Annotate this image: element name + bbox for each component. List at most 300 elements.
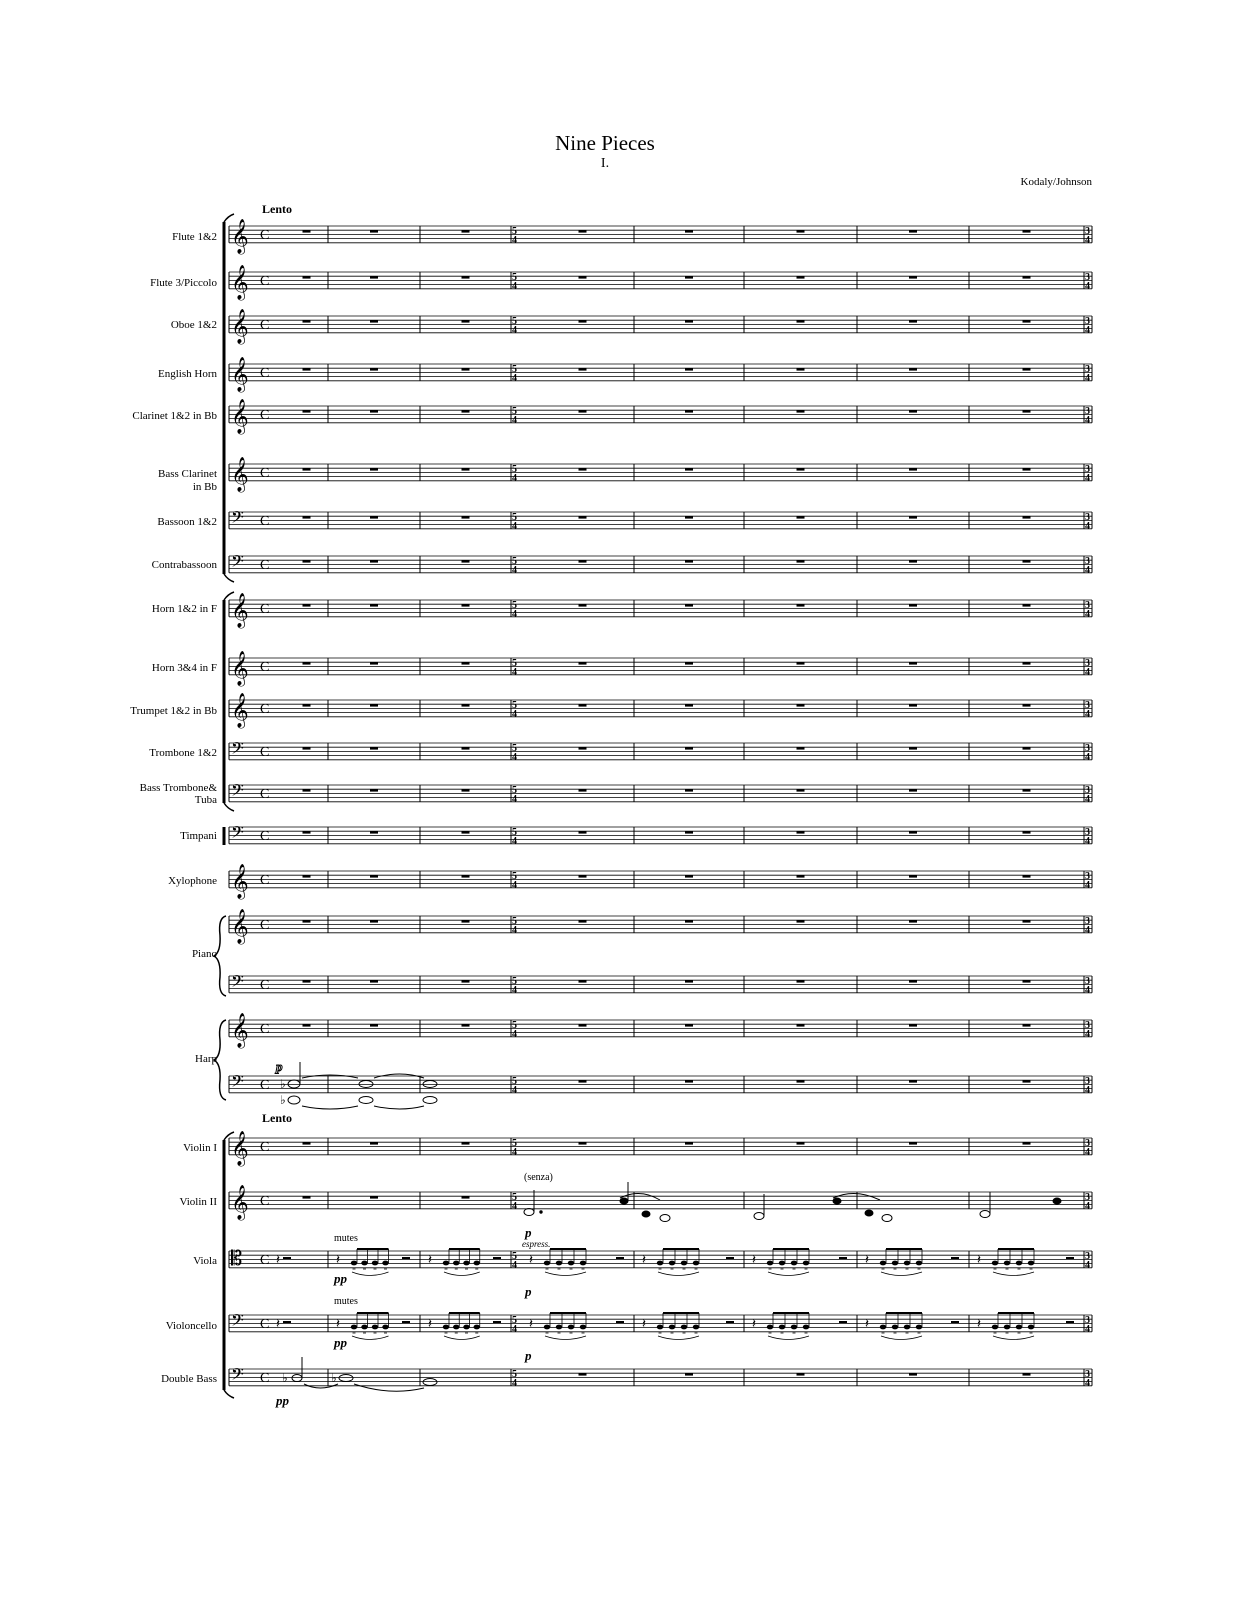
eighth-note-cello-m2-1 (453, 1325, 459, 1330)
eighth-note-viola-m5-1 (779, 1261, 785, 1266)
whole-rest-contrabassoon-4 (685, 560, 693, 562)
whole-rest-horn-1-2-6 (909, 604, 917, 606)
eighth-note-cello-m7-1 (1004, 1325, 1010, 1330)
label-violoncello: Violoncello (165, 1320, 217, 1332)
time-sig-common-harp-lh: C (260, 1078, 270, 1093)
quarter-rest-cello-m7: 𝄽 (977, 1316, 981, 1331)
whole-rest-piano-rh-7 (1023, 920, 1031, 922)
clef-harp-rh: 𝄞 (231, 1013, 249, 1048)
whole-rest-bass-trombone-tuba-1 (370, 789, 378, 791)
time-signatures (260, 226, 1090, 1389)
time-sig-common-viola: C (260, 1253, 270, 1268)
whole-rest-bassoon-5 (797, 516, 805, 518)
half-rest-viola-m3 (616, 1257, 624, 1259)
eighth-note-viola-m3-3 (580, 1261, 586, 1266)
clef-trombone: 𝄢 (231, 738, 244, 762)
whole-rest-harp-lh-5 (797, 1080, 805, 1082)
whole-rest-oboe-4 (685, 320, 693, 322)
whole-rest-horn-3-4-0 (303, 662, 311, 664)
whole-rest-clarinet-4 (685, 410, 693, 412)
label-clarinet: Clarinet 1&2 in Bb (132, 410, 217, 422)
vln2-note-5 (754, 1213, 764, 1220)
eighth-note-viola-m4-0 (657, 1261, 663, 1266)
harp-note-2 (288, 1096, 300, 1104)
eighth-note-cello-m2-3 (474, 1325, 480, 1330)
whole-rest-violin-1-4 (685, 1142, 693, 1144)
label-flute-3-piccolo: Flute 3/Piccolo (150, 277, 217, 289)
clef-english-horn: 𝄞 (231, 357, 249, 392)
time-sig-3-top-flute-3: 3 (1085, 272, 1090, 283)
slur-viola-m3 (545, 1272, 586, 1276)
eighth-note-cello-m5-3 (803, 1325, 809, 1330)
whole-rest-timpani-7 (1023, 831, 1031, 833)
time-sig-5-bottom-english-horn: 4 (512, 373, 517, 384)
time-sig-common-violin-1: C (260, 1140, 270, 1155)
time-sig-3-top-viola: 3 (1085, 1251, 1090, 1262)
time-sig-5-top-violin-1: 5 (512, 1138, 517, 1149)
time-sig-3-top-xylophone: 3 (1085, 871, 1090, 882)
time-sig-3-top-horn-3-4: 3 (1085, 658, 1090, 669)
time-sig-5-bottom-harp-rh: 4 (512, 1029, 517, 1040)
whole-rest-harp-rh-7 (1023, 1024, 1031, 1026)
label-bass-trombone: Bass Trombone& (139, 782, 217, 794)
half-rest-cello-m1 (402, 1321, 410, 1323)
time-sig-5-bottom-viola: 4 (512, 1260, 517, 1271)
label-horn-3-4: Horn 3&4 in F (151, 662, 217, 674)
eighth-note-cello-m4-0 (657, 1325, 663, 1330)
whole-rest-contrabassoon-1 (370, 560, 378, 562)
time-sig-5-bottom-timpani: 4 (512, 836, 517, 847)
whole-rest-oboe-5 (797, 320, 805, 322)
clef-contrabassoon: 𝄢 (231, 551, 244, 575)
clef-flute-3: 𝄞 (231, 265, 249, 300)
eighth-note-cello-m3-1 (556, 1325, 562, 1330)
time-sig-5-bottom-contrabassoon: 4 (512, 565, 517, 576)
svg-text:♭: ♭ (282, 1371, 288, 1385)
time-sig-3-bottom-cello: 4 (1085, 1324, 1090, 1335)
whole-rest-xylophone-1 (370, 875, 378, 877)
eighth-note-cello-m6-2 (904, 1325, 910, 1330)
label-horn-1-2: Horn 1&2 in F (151, 603, 217, 615)
half-rest-cello-m7 (1066, 1321, 1074, 1323)
time-sig-3-top-contrabassoon: 3 (1085, 556, 1090, 567)
time-sig-common-piano-rh: C (260, 918, 270, 933)
whole-rest-horn-1-2-7 (1023, 604, 1031, 606)
whole-rest-flute-3-4 (685, 276, 693, 278)
whole-rest-english-horn-4 (685, 368, 693, 370)
viola-dynamic-pp: pp (334, 1271, 347, 1286)
eighth-note-viola-m7-2 (1016, 1261, 1022, 1266)
eighth-note-cello-m5-1 (779, 1325, 785, 1330)
whole-rest-violin-1-1 (370, 1142, 378, 1144)
whole-rest-flute-3-5 (797, 276, 805, 278)
whole-rest-flute-1-2-7 (1023, 230, 1031, 232)
quarter-rest-cello-m6: 𝄽 (865, 1316, 869, 1331)
whole-rest-horn-3-4-2 (462, 662, 470, 664)
time-sig-5-bottom-horn-3-4: 4 (512, 667, 517, 678)
whole-rest-clarinet-6 (909, 410, 917, 412)
time-sig-common-horn-3-4: C (260, 660, 270, 675)
whole-rest-piano-lh-0 (303, 980, 311, 982)
whole-rest-contrabassoon-0 (303, 560, 311, 562)
time-sig-3-bottom-piano-rh: 4 (1085, 925, 1090, 936)
whole-rest-trombone-0 (303, 747, 311, 749)
harp-dynamic-p: p (276, 1059, 283, 1074)
time-sig-5-bottom-violin-1: 4 (512, 1147, 517, 1158)
quarter-rest-cello-m1: 𝄽 (336, 1316, 340, 1331)
time-sig-common-timpani: C (260, 829, 270, 844)
vln2-note-8 (882, 1215, 892, 1222)
whole-rest-bass-trombone-tuba-4 (685, 789, 693, 791)
eighth-note-viola-m4-3 (693, 1261, 699, 1266)
instrument-labels (130, 231, 217, 1385)
eighth-note-cello-m6-0 (880, 1325, 886, 1330)
whole-rest-piano-lh-6 (909, 980, 917, 982)
whole-rest-trombone-3 (579, 747, 587, 749)
label-bass-clarinet-key: in Bb (192, 481, 217, 493)
time-sig-common-bass-trombone-tuba: C (260, 787, 270, 802)
whole-rest-piano-rh-5 (797, 920, 805, 922)
whole-rest-flute-1-2-6 (909, 230, 917, 232)
time-sig-common-contrabassoon: C (260, 558, 270, 573)
label-xylophone: Xylophone (168, 875, 217, 887)
whole-rest-bass-trombone-tuba-5 (797, 789, 805, 791)
half-rest-viola-m6 (951, 1257, 959, 1259)
whole-rest-harp-lh-4 (685, 1080, 693, 1082)
eighth-note-viola-m4-2 (681, 1261, 687, 1266)
quarter-rest-viola-m4: 𝄽 (642, 1252, 646, 1267)
whole-rest-trumpet-2 (462, 704, 470, 706)
time-sig-3-top-bass-trombone-tuba: 3 (1085, 785, 1090, 796)
time-sig-5-top-bassoon: 5 (512, 512, 517, 523)
eighth-note-viola-m7-1 (1004, 1261, 1010, 1266)
eighth-note-viola-m5-2 (791, 1261, 797, 1266)
time-sig-5-bottom-bass-trombone-tuba: 4 (512, 794, 517, 805)
clef-trumpet: 𝄞 (231, 693, 249, 728)
whole-rest-flute-1-2-2 (462, 230, 470, 232)
quarter-rest-viola-m6: 𝄽 (865, 1252, 869, 1267)
whole-rest-english-horn-5 (797, 368, 805, 370)
eighth-note-cello-m4-1 (669, 1325, 675, 1330)
whole-rest-contrabassoon-3 (579, 560, 587, 562)
whole-rest-trombone-6 (909, 747, 917, 749)
eighth-note-cello-m4-2 (681, 1325, 687, 1330)
harp-tie-3 (302, 1106, 358, 1109)
whole-rest-piano-lh-7 (1023, 980, 1031, 982)
time-sig-5-top-english-horn: 5 (512, 364, 517, 375)
eighth-note-cello-m1-2 (372, 1325, 378, 1330)
whole-rest-english-horn-1 (370, 368, 378, 370)
time-sig-5-top-trombone: 5 (512, 743, 517, 754)
quarter-rest-cello-m5: 𝄽 (752, 1316, 756, 1331)
whole-rest-violin-2-0 (303, 1196, 311, 1198)
clef-double-bass: 𝄢 (231, 1364, 244, 1388)
whole-rest-harp-lh-6 (909, 1080, 917, 1082)
whole-rest-piano-rh-0 (303, 920, 311, 922)
time-sig-5-top-horn-3-4: 5 (512, 658, 517, 669)
time-sig-5-top-oboe: 5 (512, 316, 517, 327)
time-sig-5-bottom-oboe: 4 (512, 325, 517, 336)
whole-rest-oboe-6 (909, 320, 917, 322)
time-sig-3-bottom-trumpet: 4 (1085, 709, 1090, 720)
whole-rest-flute-1-2-1 (370, 230, 378, 232)
whole-rest-timpani-2 (462, 831, 470, 833)
whole-rest-trumpet-7 (1023, 704, 1031, 706)
string-bracket-bottom (224, 1390, 234, 1398)
slur-cello-m5 (768, 1336, 809, 1340)
label-timpani: Timpani (180, 830, 217, 842)
clef-timpani: 𝄢 (231, 822, 244, 846)
whole-rest-double-bass-3 (579, 1373, 587, 1375)
time-sig-3-bottom-horn-1-2: 4 (1085, 609, 1090, 620)
whole-rest-harp-rh-4 (685, 1024, 693, 1026)
time-sig-5-bottom-bassoon: 4 (512, 521, 517, 532)
clefs (231, 219, 249, 1388)
eighth-note-viola-m7-3 (1028, 1261, 1034, 1266)
time-sig-3-top-oboe: 3 (1085, 316, 1090, 327)
whole-rest-bassoon-3 (579, 516, 587, 518)
whole-rest-horn-3-4-5 (797, 662, 805, 664)
rest-viola-m0 (283, 1257, 291, 1259)
whole-rest-xylophone-7 (1023, 875, 1031, 877)
time-sig-3-bottom-timpani: 4 (1085, 836, 1090, 847)
clef-bassoon: 𝄢 (231, 507, 244, 531)
eighth-note-viola-m1-3 (382, 1261, 388, 1266)
eighth-note-viola-m7-0 (992, 1261, 998, 1266)
whole-rest-horn-3-4-4 (685, 662, 693, 664)
time-sig-common-flute-1-2: C (260, 228, 270, 243)
whole-rest-horn-3-4-6 (909, 662, 917, 664)
whole-rest-violin-2-1 (370, 1196, 378, 1198)
vln2-note-2 (620, 1198, 628, 1204)
whole-rest-harp-rh-5 (797, 1024, 805, 1026)
half-rest-cello-m3 (616, 1321, 624, 1323)
clef-xylophone: 𝄞 (231, 864, 249, 899)
quarter-rest-cello-m4: 𝄽 (642, 1316, 646, 1331)
clef-piano-rh: 𝄞 (231, 909, 249, 944)
slur-cello-m1 (352, 1336, 389, 1340)
whole-rest-contrabassoon-6 (909, 560, 917, 562)
time-sig-3-bottom-xylophone: 4 (1085, 880, 1090, 891)
quarter-rest-viola-m5: 𝄽 (752, 1252, 756, 1267)
slur-cello-m6 (881, 1336, 922, 1340)
slur-viola-m7 (993, 1272, 1034, 1276)
whole-rest-bassoon-6 (909, 516, 917, 518)
whole-rest-harp-rh-1 (370, 1024, 378, 1026)
db-dynamic-pp: pp (276, 1393, 289, 1408)
time-sig-5-bottom-flute-3: 4 (512, 281, 517, 292)
whole-rest-bassoon-7 (1023, 516, 1031, 518)
eighth-note-cello-m7-2 (1016, 1325, 1022, 1330)
whole-rest-violin-1-6 (909, 1142, 917, 1144)
time-sig-5-top-horn-1-2: 5 (512, 600, 517, 611)
eighth-note-viola-m6-3 (916, 1261, 922, 1266)
time-sig-3-bottom-piano-lh: 4 (1085, 985, 1090, 996)
half-rest-viola-m7 (1066, 1257, 1074, 1259)
time-sig-5-top-clarinet: 5 (512, 406, 517, 417)
whole-rest-bass-clarinet-7 (1023, 468, 1031, 470)
label-harp: Harp (195, 1053, 217, 1065)
time-sig-5-top-viola: 5 (512, 1251, 517, 1262)
clef-horn-3-4: 𝄞 (231, 651, 249, 686)
eighth-note-viola-m1-1 (361, 1261, 367, 1266)
eighth-note-viola-m3-2 (568, 1261, 574, 1266)
harp-flat-1: ♭ (280, 1077, 286, 1091)
whole-rest-xylophone-4 (685, 875, 693, 877)
time-sig-3-top-clarinet: 3 (1085, 406, 1090, 417)
vln2-note-1 (524, 1209, 534, 1216)
time-sig-common-violin-2: C (260, 1194, 270, 1209)
harp-note-6 (423, 1097, 437, 1104)
whole-rest-piano-rh-2 (462, 920, 470, 922)
time-sig-3-top-piano-lh: 3 (1085, 976, 1090, 987)
time-sig-5-bottom-horn-1-2: 4 (512, 609, 517, 620)
whole-rest-trumpet-6 (909, 704, 917, 706)
db-note-2 (339, 1375, 353, 1382)
rest-cello-m0 (283, 1321, 291, 1323)
time-sig-3-bottom-trombone: 4 (1085, 752, 1090, 763)
quarter-rest-viola-m7: 𝄽 (977, 1252, 981, 1267)
eighth-note-cello-m4-3 (693, 1325, 699, 1330)
label-piano: Piano (191, 948, 217, 960)
whole-rest-trumpet-0 (303, 704, 311, 706)
staff-lines (229, 226, 1092, 1386)
woodwind-bracket-bottom (224, 574, 234, 582)
whole-rest-piano-lh-4 (685, 980, 693, 982)
whole-rest-harp-lh-3 (579, 1080, 587, 1082)
movement-number: I. (600, 156, 610, 171)
quarter-rest-viola-m1: 𝄽 (336, 1252, 340, 1267)
time-sig-3-bottom-bass-clarinet: 4 (1085, 473, 1090, 484)
whole-rest-trombone-4 (685, 747, 693, 749)
whole-rest-violin-1-3 (579, 1142, 587, 1144)
half-rest-viola-m5 (839, 1257, 847, 1259)
vln2-note-10 (1053, 1198, 1061, 1204)
time-sig-5-top-cello: 5 (512, 1315, 517, 1326)
eighth-note-cello-m6-1 (892, 1325, 898, 1330)
whole-rest-double-bass-5 (797, 1373, 805, 1375)
whole-rest-bass-clarinet-2 (462, 468, 470, 470)
whole-rest-clarinet-7 (1023, 410, 1031, 412)
whole-rest-bassoon-1 (370, 516, 378, 518)
whole-rest-bass-clarinet-4 (685, 468, 693, 470)
eighth-note-cello-m3-2 (568, 1325, 574, 1330)
whole-rest-double-bass-7 (1023, 1373, 1031, 1375)
whole-rest-violin-1-5 (797, 1142, 805, 1144)
whole-rest-piano-lh-3 (579, 980, 587, 982)
time-sig-3-bottom-contrabassoon: 4 (1085, 565, 1090, 576)
label-double-bass: Double Bass (161, 1373, 217, 1385)
whole-rest-timpani-6 (909, 831, 917, 833)
whole-rest-piano-lh-5 (797, 980, 805, 982)
whole-rest-bass-clarinet-6 (909, 468, 917, 470)
time-sig-5-bottom-double-bass: 4 (512, 1378, 517, 1389)
time-sig-common-trumpet: C (260, 702, 270, 717)
slur-viola-m4 (658, 1272, 699, 1276)
whole-rest-flute-1-2-5 (797, 230, 805, 232)
whole-rest-clarinet-3 (579, 410, 587, 412)
whole-rest-piano-lh-2 (462, 980, 470, 982)
string-pulse-figures (276, 1249, 1074, 1340)
eighth-note-viola-m2-3 (474, 1261, 480, 1266)
quarter-rest-viola-m2: 𝄽 (428, 1252, 432, 1267)
barlines (229, 226, 1092, 1386)
whole-rest-flute-3-3 (579, 276, 587, 278)
eighth-note-viola-m6-2 (904, 1261, 910, 1266)
whole-rest-harp-rh-2 (462, 1024, 470, 1026)
time-sig-3-bottom-violin-2: 4 (1085, 1201, 1090, 1212)
time-sig-3-bottom-oboe: 4 (1085, 325, 1090, 336)
time-sig-5-bottom-cello: 4 (512, 1324, 517, 1335)
time-sig-common-english-horn: C (260, 366, 270, 381)
time-sig-common-trombone: C (260, 745, 270, 760)
clef-clarinet: 𝄞 (231, 399, 249, 434)
half-rest-cello-m5 (839, 1321, 847, 1323)
clef-horn-1-2: 𝄞 (231, 593, 249, 628)
label-viola: Viola (193, 1255, 217, 1267)
whole-rest-piano-rh-6 (909, 920, 917, 922)
whole-rest-bassoon-0 (303, 516, 311, 518)
time-sig-3-bottom-clarinet: 4 (1085, 415, 1090, 426)
whole-rest-bass-trombone-tuba-3 (579, 789, 587, 791)
time-sig-5-top-double-bass: 5 (512, 1369, 517, 1380)
time-sig-3-bottom-viola: 4 (1085, 1260, 1090, 1271)
time-sig-3-bottom-bass-trombone-tuba: 4 (1085, 794, 1090, 805)
time-sig-3-top-bass-clarinet: 3 (1085, 464, 1090, 475)
time-sig-5-bottom-clarinet: 4 (512, 415, 517, 426)
time-sig-5-bottom-flute-1-2: 4 (512, 235, 517, 246)
whole-rest-flute-1-2-0 (303, 230, 311, 232)
eighth-note-viola-m3-0 (544, 1261, 550, 1266)
clef-piano-lh: 𝄢 (231, 971, 244, 995)
vln2-note-6 (833, 1198, 841, 1204)
time-sig-5-bottom-xylophone: 4 (512, 880, 517, 891)
time-sig-5-top-piano-lh: 5 (512, 976, 517, 987)
whole-rest-bass-trombone-tuba-2 (462, 789, 470, 791)
label-violin-2: Violin II (179, 1196, 217, 1208)
clef-oboe: 𝄞 (231, 309, 249, 344)
whole-rest-trombone-7 (1023, 747, 1031, 749)
time-sig-3-top-double-bass: 3 (1085, 1369, 1090, 1380)
whole-rest-timpani-1 (370, 831, 378, 833)
whole-rest-trumpet-3 (579, 704, 587, 706)
label-flute-1-2: Flute 1&2 (172, 231, 217, 243)
time-sig-common-oboe: C (260, 318, 270, 333)
whole-rest-horn-3-4-3 (579, 662, 587, 664)
whole-rest-violin-2-2 (462, 1196, 470, 1198)
time-sig-5-top-harp-rh: 5 (512, 1020, 517, 1031)
time-sig-common-flute-3: C (260, 274, 270, 289)
quarter-rest-cello-m2: 𝄽 (428, 1316, 432, 1331)
time-sig-common-horn-1-2: C (260, 602, 270, 617)
time-sig-5-top-flute-3: 5 (512, 272, 517, 283)
time-sig-5-bottom-bass-clarinet: 4 (512, 473, 517, 484)
whole-rest-flute-3-2 (462, 276, 470, 278)
whole-rest-clarinet-1 (370, 410, 378, 412)
eighth-note-cello-m2-0 (443, 1325, 449, 1330)
violin-2-notes (522, 1172, 1061, 1249)
mutes-cello: mutes (334, 1296, 358, 1307)
time-sig-common-cello: C (260, 1317, 270, 1332)
whole-rest-bass-trombone-tuba-0 (303, 789, 311, 791)
whole-rest-xylophone-6 (909, 875, 917, 877)
quarter-rest-viola-m3: 𝄽 (529, 1252, 533, 1267)
whole-rest-violin-1-7 (1023, 1142, 1031, 1144)
whole-rest-trumpet-5 (797, 704, 805, 706)
cello-dynamic-pp: pp (334, 1335, 347, 1350)
whole-rest-oboe-0 (303, 320, 311, 322)
time-sig-5-top-contrabassoon: 5 (512, 556, 517, 567)
